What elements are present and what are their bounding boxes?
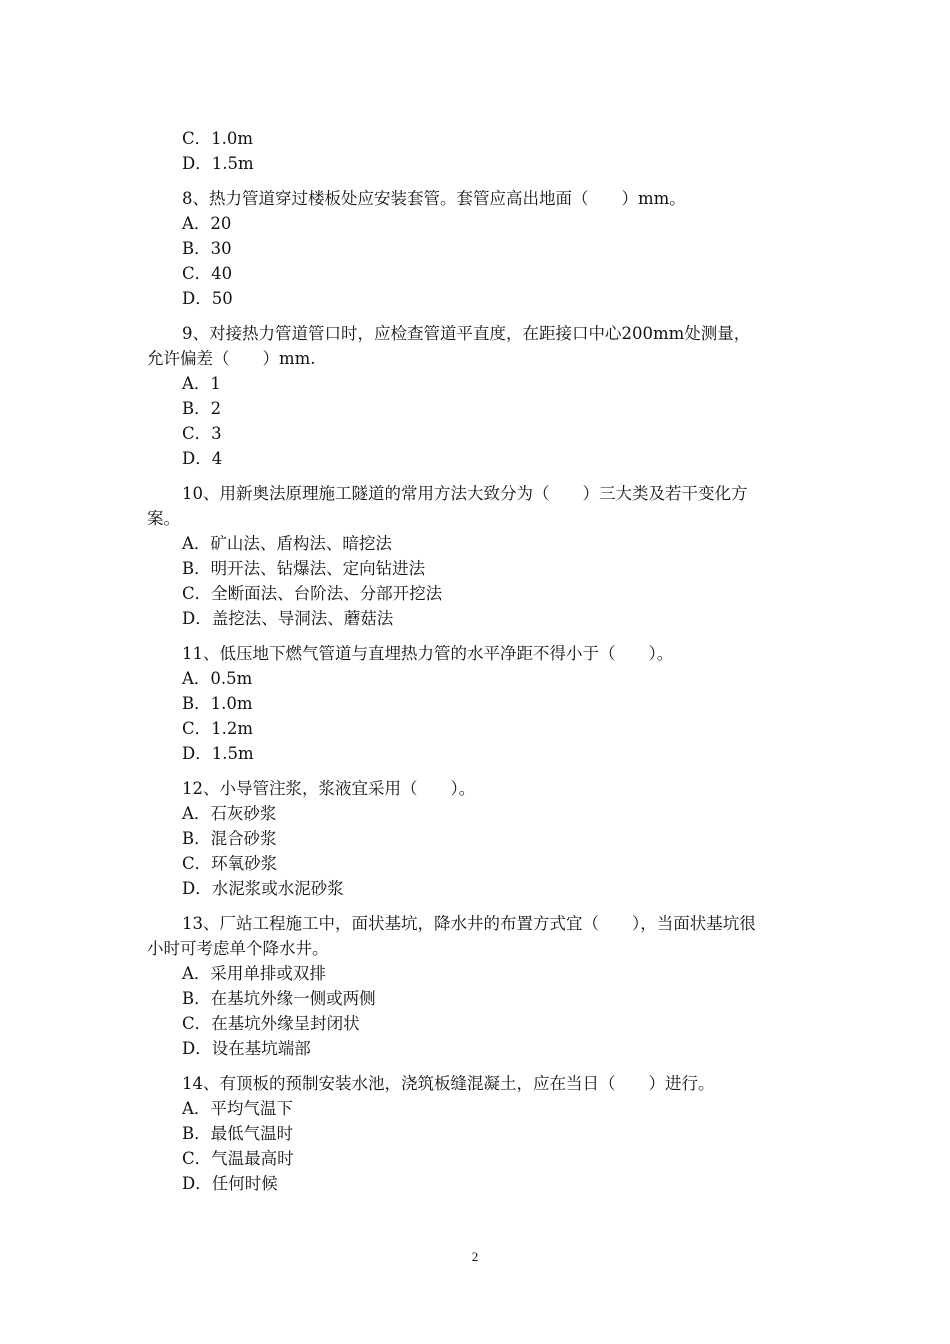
question-13-option-a: A．采用单排或双排 — [182, 964, 326, 983]
question-9-option-c: C．3 — [182, 424, 222, 443]
question-8-option-c: C．40 — [182, 264, 233, 283]
question-10-title: 10、用新奥法原理施工隧道的常用方法大致分为（ ）三大类及若干变化方 — [182, 484, 748, 503]
question-12-option-d: D．水泥浆或水泥砂浆 — [182, 879, 344, 898]
question-13-option-b: B．在基坑外缘一侧或两侧 — [182, 989, 376, 1008]
question-11-option-c: C．1.2m — [182, 719, 254, 738]
option-d: D．1.5m — [182, 154, 254, 173]
question-14-option-a: A．平均气温下 — [182, 1099, 293, 1118]
question-14-option-b: B．最低气温时 — [182, 1124, 294, 1143]
question-12-option-a: A．石灰砂浆 — [182, 804, 277, 823]
document-body — [147, 126, 817, 1196]
question-8-option-a: A．20 — [182, 214, 232, 233]
question-12-option-c: C．环氧砂浆 — [182, 854, 278, 873]
question-9-title-cont: 允许偏差（ ）mm. — [147, 349, 316, 368]
question-13-title: 13、厂站工程施工中，面状基坑，降水井的布置方式宜（ ），当面状基坑很 — [182, 914, 756, 933]
question-13-option-c: C．在基坑外缘呈封闭状 — [182, 1014, 360, 1033]
question-12-title: 12、小导管注浆，浆液宜采用（ ）。 — [182, 779, 476, 798]
question-11-option-a: A．0.5m — [182, 669, 253, 688]
question-11-option-b: B．1.0m — [182, 694, 253, 713]
question-14-option-d: D．任何时候 — [182, 1174, 278, 1193]
question-11-option-d: D．1.5m — [182, 744, 254, 763]
question-8-title: 8、热力管道穿过楼板处应安装套管。套管应高出地面（ ）mm。 — [182, 189, 686, 208]
question-10-option-c: C．全断面法、台阶法、分部开挖法 — [182, 584, 443, 603]
question-14-title: 14、有顶板的预制安装水池，浇筑板缝混凝土，应在当日（ ）进行。 — [182, 1074, 715, 1093]
question-9-option-d: D．4 — [182, 449, 223, 468]
question-10-option-a: A．矿山法、盾构法、暗挖法 — [182, 534, 392, 553]
question-12-option-b: B．混合砂浆 — [182, 829, 277, 848]
question-8-option-d: D．50 — [182, 289, 233, 308]
option-c: C．1.0m — [182, 129, 254, 148]
question-9-title: 9、对接热力管道管口时，应检查管道平直度，在距接口中心200mm处测量， — [182, 324, 751, 343]
question-14-option-c: C．气温最高时 — [182, 1149, 294, 1168]
page-number: 2 — [471, 1249, 479, 1264]
question-9-option-a: A．1 — [182, 374, 221, 393]
question-10-option-b: B．明开法、钻爆法、定向钻进法 — [182, 559, 426, 578]
question-9-option-b: B．2 — [182, 399, 222, 418]
question-13-title-cont: 小时可考虑单个降水井。 — [147, 939, 329, 958]
question-11-title: 11、低压地下燃气管道与直埋热力管的水平净距不得小于（ ）。 — [182, 644, 674, 663]
question-8-option-b: B．30 — [182, 239, 232, 258]
question-10-title-cont: 案。 — [147, 509, 180, 528]
question-10-option-d: D．盖挖法、导洞法、蘑菇法 — [182, 609, 394, 628]
question-13-option-d: D．设在基坑端部 — [182, 1039, 311, 1058]
